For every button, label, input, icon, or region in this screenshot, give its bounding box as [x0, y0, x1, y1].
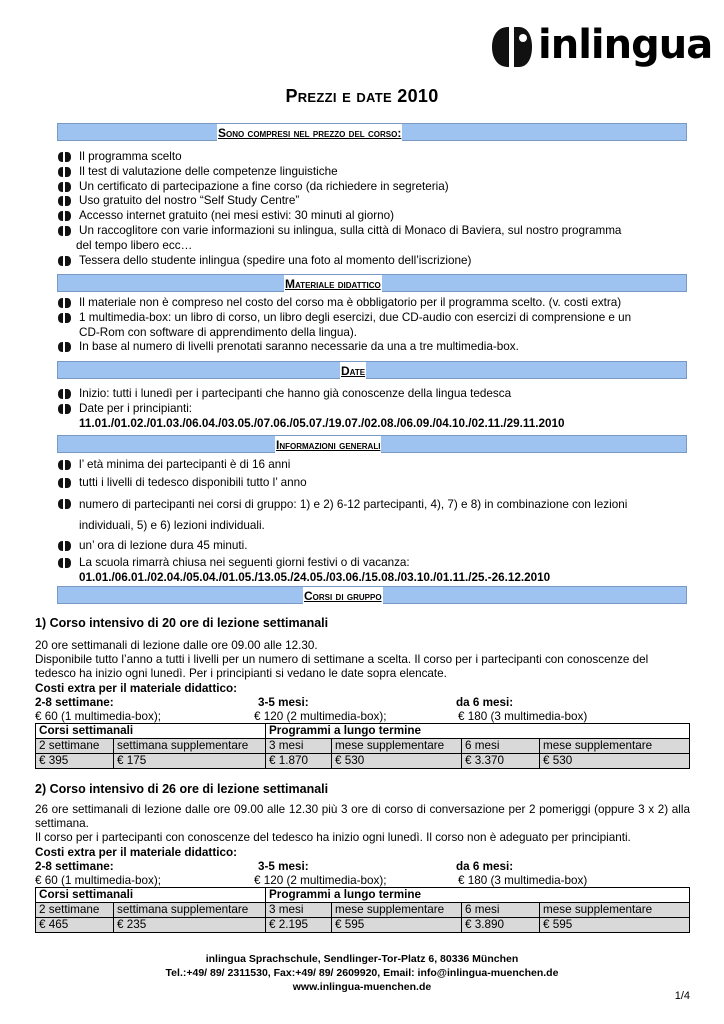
price-cell: € 595	[540, 918, 690, 933]
extra-label: da 6 mesi:	[456, 860, 514, 873]
footer-contact: Tel.:+49/ 89/ 2311530, Fax:+49/ 89/ 2609920, Email: info@inlingua-muenchen.de	[165, 967, 559, 979]
extra-label: 2-8 settimane:	[35, 696, 114, 709]
extra-label: da 6 mesi:	[456, 696, 514, 709]
section-bar-dates	[57, 361, 687, 379]
table-header-cell: 2 settimane	[36, 739, 114, 754]
beginner-dates: 11.01./01.02./01.03./06.04./03.05./07.06./05.07./19.07./02.08./06.09./04.10./02.11./29.11.2010	[79, 416, 565, 430]
course-2-extra-heading: Costi extra per il materiale didattico:	[35, 845, 237, 859]
price-cell: € 530	[332, 754, 462, 769]
course-2-extra-values	[35, 874, 690, 888]
course-1-extra-heading: Costi extra per il materiale didattico:	[35, 681, 237, 695]
section-bar-group	[57, 586, 687, 604]
list-item: Date per i principianti: 11.01./01.02./01.03./06.04./03.05./07.06./05.07./19.07./02.08./06.09./04.10./02.11./29.11.2010	[57, 402, 687, 432]
material-list	[57, 296, 687, 355]
list-item-continuation: CD-Rom con software di apprendimento della lingua).	[79, 325, 358, 339]
price-cell: € 530	[540, 754, 690, 769]
closed-dates: 01.01./06.01./02.04./05.04./01.05./13.05./24.05./03.06./15.08./03.10./01.11./25.-26.12.2010	[79, 571, 551, 585]
list-item: Accesso internet gratuito (nei mesi estivi: 30 minuti al giorno)	[57, 209, 687, 224]
list-item-continuation: individuali, 5) e 6) lezioni individuali.	[79, 518, 265, 532]
extra-value: € 60 (1 multimedia-box);	[35, 710, 162, 723]
extra-value: € 120 (2 multimedia-box);	[254, 874, 387, 887]
extra-label: 3-5 mesi:	[258, 696, 309, 709]
price-cell: € 3.890	[462, 918, 540, 933]
list-item: In base al numero di livelli prenotati saranno necessarie da una a tre multimedia-box.	[57, 340, 687, 355]
section-heading-dates: Date	[341, 364, 366, 378]
footer-address: inlingua Sprachschule, Sendlinger-Tor-Platz 6, 80336 München	[205, 953, 519, 965]
course-2-desc-line: Il corso per i partecipanti con conoscenze del tedesco ha inizio ogni lunedì. Il corso non è adeguato per principianti.	[35, 831, 631, 845]
course-2-extra-labels	[35, 860, 690, 874]
section-heading-material: Materiale didattico	[285, 277, 381, 291]
list-item: Uso gratuito del nostro “Self Study Centre”	[57, 194, 687, 209]
extra-value: € 60 (1 multimedia-box);	[35, 874, 162, 887]
list-item: Inizio: tutti i lunedì per i partecipanti che hanno già conoscenze della lingua tedesca	[57, 387, 687, 402]
table-header-cell: settimana supplementare	[114, 739, 266, 754]
course-1-price-table	[35, 723, 690, 769]
table-header-cell: 6 mesi	[462, 903, 540, 918]
info-list	[57, 458, 687, 586]
table-header-cell: 6 mesi	[462, 739, 540, 754]
course-1-title: 1) Corso intensivo di 20 ore di lezione settimanali	[35, 616, 329, 630]
price-cell: € 3.370	[462, 754, 540, 769]
table-row	[36, 724, 690, 739]
bullet-icon	[57, 388, 72, 400]
table-header-cell: 3 mesi	[266, 903, 332, 918]
table-header-cell: 2 settimane	[36, 903, 114, 918]
inlingua-logo-icon	[490, 24, 534, 70]
course-1-description	[35, 639, 690, 696]
course-2-price-table	[35, 887, 690, 933]
bullet-icon	[57, 498, 72, 510]
table-header-cell: mese supplementare	[540, 739, 690, 754]
list-item: un’ ora di lezione dura 45 minuti.	[57, 539, 687, 554]
list-item: l’ età minima dei partecipanti è di 16 anni	[57, 458, 687, 473]
course-2-title: 2) Corso intensivo di 26 ore di lezione settimanali	[35, 782, 329, 796]
price-cell: € 235	[114, 918, 266, 933]
table-header-cell: mese supplementare	[332, 739, 462, 754]
table-row	[36, 903, 690, 918]
page-title: Prezzi e date 2010	[285, 86, 439, 106]
course-1-desc-line: 20 ore settimanali di lezione dalle ore 09.00 alle 12.30.	[35, 639, 318, 652]
table-group-header: Programmi a lungo termine	[266, 724, 690, 739]
bullet-icon	[57, 459, 72, 471]
list-item: Un certificato di partecipazione a fine corso (da richiedere in segreteria)	[57, 180, 687, 195]
course-1-extra-values	[35, 710, 690, 724]
price-cell: € 175	[114, 754, 266, 769]
section-heading-group: Corsi di gruppo	[304, 589, 382, 603]
price-cell: € 2.195	[266, 918, 332, 933]
section-heading-included: Sono compresi nel prezzo del corso:	[218, 126, 402, 140]
price-cell: € 595	[332, 918, 462, 933]
table-row	[36, 739, 690, 754]
list-item: Un raccoglitore con varie informazioni su inlingua, sulla città di Monaco di Baviera, sul nostro programma del tempo libero ecc…	[57, 224, 687, 254]
extra-label: 3-5 mesi:	[258, 860, 309, 873]
price-cell: € 395	[36, 754, 114, 769]
list-item: 1 multimedia-box: un libro di corso, un libro degli esercizi, due CD-audio con esercizi di comprensione e un CD-Rom con software di apprendimento della lingua).	[57, 311, 687, 341]
bullet-icon	[57, 151, 72, 163]
table-group-header: Corsi settimanali	[36, 888, 266, 903]
list-item: Il programma scelto	[57, 150, 687, 165]
list-item: Il materiale non è compreso nel costo del corso ma è obbligatorio per il programma scelto. (v. costi extra)	[57, 296, 687, 311]
included-list	[57, 150, 687, 268]
table-group-header: Programmi a lungo termine	[266, 888, 690, 903]
list-item: Il test di valutazione delle competenze linguistiche	[57, 165, 687, 180]
bullet-icon	[57, 210, 72, 222]
table-header-cell: mese supplementare	[540, 903, 690, 918]
bullet-icon	[57, 312, 72, 324]
course-1-extra-labels	[35, 696, 690, 710]
bullet-icon	[57, 297, 72, 309]
page-footer	[0, 952, 724, 994]
table-header-cell: mese supplementare	[332, 903, 462, 918]
table-header-cell: 3 mesi	[266, 739, 332, 754]
table-group-header: Corsi settimanali	[36, 724, 266, 739]
bullet-icon	[57, 181, 72, 193]
list-item: La scuola rimarrà chiusa nei seguenti giorni festivi o di vacanza: 01.01./06.01./02.04./05.04./01.05./13.05./24.05./03.06./15.08./03.10./01.11./25.-26.12.2010	[57, 556, 687, 586]
section-heading-info: Informazioni generali	[276, 438, 381, 452]
table-header-cell: settimana supplementare	[114, 903, 266, 918]
bullet-icon	[57, 477, 72, 489]
course-2-desc-line: 26 ore settimanali di lezione dalle ore 09.00 alle 12.30 più 3 ore di corso di conversazione per 2 pomeriggi (oppure 3 x 2) alla settimana.	[35, 803, 690, 831]
bullet-icon	[57, 166, 72, 178]
list-item: numero di partecipanti nei corsi di gruppo: 1) e 2) 6-12 partecipanti, 4), 7) e 8) in combinazione con lezioni individuali, 5) e 6) lezioni individuali.	[57, 494, 687, 536]
inlingua-logo	[490, 22, 713, 72]
list-item: Tessera dello studente inlingua (spedire una foto al momento dell’iscrizione)	[57, 254, 687, 269]
bullet-icon	[57, 403, 72, 415]
section-bar-info	[57, 435, 687, 453]
dates-list	[57, 387, 687, 431]
list-item-continuation: del tempo libero ecc…	[76, 238, 193, 252]
extra-value: € 180 (3 multimedia-box)	[458, 710, 588, 723]
extra-value: € 180 (3 multimedia-box)	[458, 874, 588, 887]
bullet-icon	[57, 540, 72, 552]
extra-value: € 120 (2 multimedia-box);	[254, 710, 387, 723]
table-row	[36, 918, 690, 933]
course-2-description	[35, 803, 690, 860]
bullet-icon	[57, 557, 72, 569]
bullet-icon	[57, 341, 72, 353]
list-item: tutti i livelli di tedesco disponibili tutto l’ anno	[57, 476, 687, 491]
price-cell: € 1.870	[266, 754, 332, 769]
table-row	[36, 888, 690, 903]
section-bar-material	[57, 274, 687, 292]
price-cell: € 465	[36, 918, 114, 933]
logo-wordmark: inlingua	[538, 22, 713, 68]
table-row	[36, 754, 690, 769]
bullet-icon	[57, 225, 72, 237]
course-1-desc-line: Disponibile tutto l’anno a tutti i livelli per un numero di settimane a scelta. Il corso per i partecipanti con conoscenze del tedesco ha inizio ogni lunedì. Per i principianti si vedano le date sopra elencate.	[35, 653, 649, 681]
section-bar-included	[57, 123, 687, 141]
bullet-icon	[57, 255, 72, 267]
extra-label: 2-8 settimane:	[35, 860, 114, 873]
footer-website: www.inlingua-muenchen.de	[292, 981, 432, 993]
page-number: 1/4	[674, 990, 690, 1002]
bullet-icon	[57, 195, 72, 207]
